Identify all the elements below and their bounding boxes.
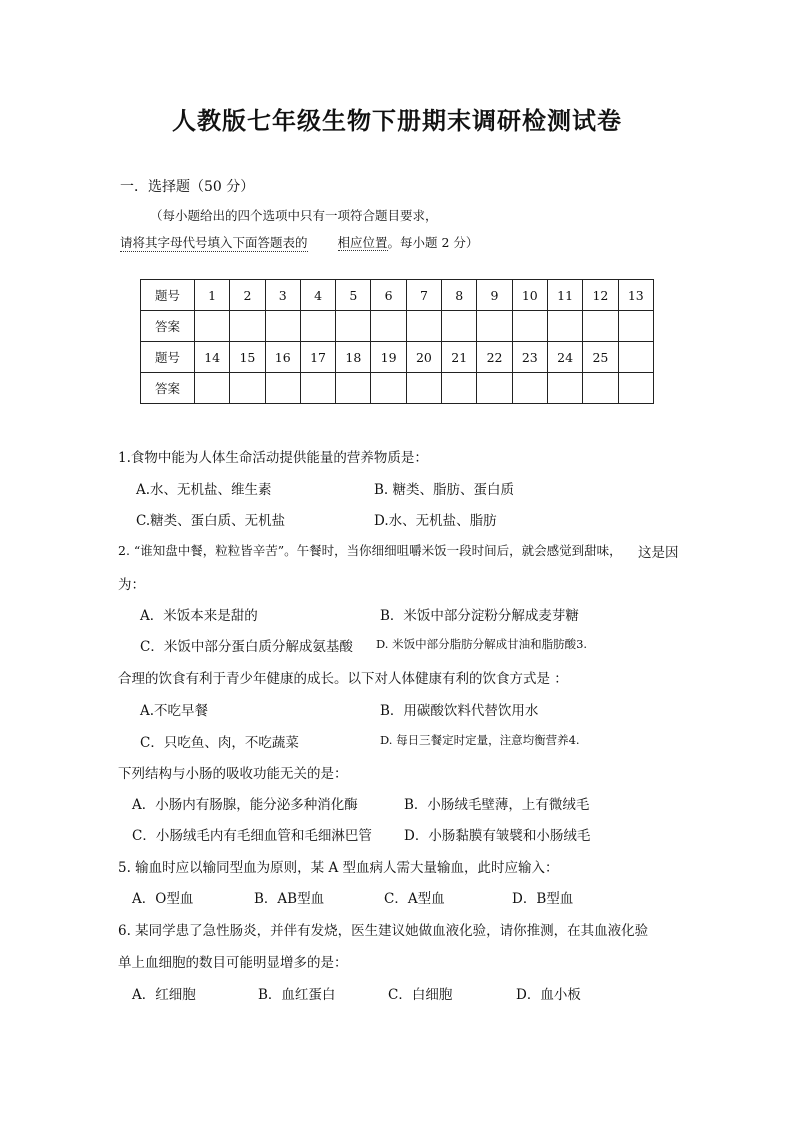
question-2-stem-line1: 2. “谁知盘中餐，粒粒皆辛苦”。午餐时，当你细细咀嚼米饭一段时间后，就会感觉到甜味， xyxy=(118,543,622,558)
row-label: 答案 xyxy=(141,373,195,404)
question-6-option-d: D．血小板 xyxy=(516,987,581,1003)
question-1-option-c: C.糖类、蛋白质、无机盐 xyxy=(136,513,286,529)
question-number-cell xyxy=(618,342,653,373)
answer-cell[interactable] xyxy=(336,311,371,342)
question-2-stem-line1-end: 这是因 xyxy=(638,545,679,561)
question-2-stem-line2: 为： xyxy=(118,577,145,593)
question-6-option-b: B．血红蛋白 xyxy=(258,987,336,1003)
answer-cell[interactable] xyxy=(371,311,406,342)
answer-cell[interactable] xyxy=(547,311,582,342)
answer-table xyxy=(140,279,654,404)
question-3-option-d: D. 每日三餐定时定量，注意均衡营养4. xyxy=(380,733,580,747)
answer-cell[interactable] xyxy=(618,311,653,342)
answer-cell[interactable] xyxy=(195,311,230,342)
question-6-option-c: C．白细胞 xyxy=(388,987,453,1003)
question-2-option-c: C．米饭中部分蛋白质分解成氨基酸 xyxy=(140,639,353,655)
question-1-option-b: B. 糖类、脂肪、蛋白质 xyxy=(374,482,515,498)
section-heading: 一．选择题（50 分） xyxy=(120,179,255,195)
answer-cell[interactable] xyxy=(300,311,335,342)
answer-cell[interactable] xyxy=(265,373,300,404)
question-3-option-c: C．只吃鱼、肉，不吃蔬菜 xyxy=(140,735,299,751)
question-5-option-b: B．AB型血 xyxy=(254,891,325,907)
answer-cell[interactable] xyxy=(583,373,618,404)
question-3-option-a: A.不吃早餐 xyxy=(140,703,209,719)
question-1-stem: 1.食物中能为人体生命活动提供能量的营养物质是： xyxy=(118,450,428,466)
answer-cell[interactable] xyxy=(300,373,335,404)
answer-cell[interactable] xyxy=(512,311,547,342)
answer-table-number-row-2 xyxy=(141,342,654,373)
answer-cell[interactable] xyxy=(195,373,230,404)
question-4-option-a: A．小肠内有肠腺，能分泌多种消化酶 xyxy=(132,797,358,813)
question-number-cell: 21 xyxy=(442,342,477,373)
question-4-stem: 下列结构与小肠的吸收功能无关的是： xyxy=(118,766,348,782)
answer-cell[interactable] xyxy=(442,311,477,342)
answer-table-answer-row-1 xyxy=(141,311,654,342)
question-number-cell: 9 xyxy=(477,280,512,311)
question-number-cell: 4 xyxy=(300,280,335,311)
row-label: 答案 xyxy=(141,311,195,342)
question-number-cell: 19 xyxy=(371,342,406,373)
question-number-cell: 11 xyxy=(547,280,582,311)
answer-cell[interactable] xyxy=(442,373,477,404)
answer-cell[interactable] xyxy=(265,311,300,342)
question-5-stem: 5. 输血时应以输同型血为原则，某 A 型血病人需大量输血，此时应输入： xyxy=(118,860,559,876)
question-2-option-b: B．米饭中部分淀粉分解成麦芽糖 xyxy=(380,608,579,624)
question-number-cell: 12 xyxy=(583,280,618,311)
question-number-cell: 8 xyxy=(442,280,477,311)
answer-table-answer-row-2 xyxy=(141,373,654,404)
question-5-option-a: A．O型血 xyxy=(132,891,194,907)
question-number-cell: 7 xyxy=(406,280,441,311)
question-5-option-c: C．A型血 xyxy=(384,891,445,907)
question-1-option-a: A.水、无机盐、维生素 xyxy=(136,482,272,498)
page-title: 人教版七年级生物下册期末调研检测试卷 xyxy=(172,106,622,135)
answer-cell[interactable] xyxy=(406,373,441,404)
question-number-cell: 10 xyxy=(512,280,547,311)
answer-cell[interactable] xyxy=(230,311,265,342)
question-number-cell: 1 xyxy=(195,280,230,311)
answer-cell[interactable] xyxy=(336,373,371,404)
question-number-cell: 20 xyxy=(406,342,441,373)
answer-cell[interactable] xyxy=(230,373,265,404)
question-number-cell: 24 xyxy=(547,342,582,373)
question-number-cell: 3 xyxy=(265,280,300,311)
question-2-option-a: A．米饭本来是甜的 xyxy=(140,608,258,624)
question-6-option-a: A．红细胞 xyxy=(132,987,196,1003)
question-4-option-b: B．小肠绒毛壁薄，上有微绒毛 xyxy=(404,797,590,813)
answer-cell[interactable] xyxy=(406,311,441,342)
answer-cell[interactable] xyxy=(547,373,582,404)
question-6-stem-line1: 6. 某同学患了急性肠炎，并伴有发烧，医生建议她做血液化验，请你推测，在其血液化验 xyxy=(118,923,649,939)
question-number-cell: 5 xyxy=(336,280,371,311)
question-3-stem: 合理的饮食有利于青少年健康的成长。以下对人体健康有利的饮食方式是 ： xyxy=(118,671,568,687)
instruction-text-c: 。每小题 2 分） xyxy=(387,235,479,250)
question-number-cell: 13 xyxy=(618,280,653,311)
question-number-cell: 22 xyxy=(477,342,512,373)
question-number-cell: 18 xyxy=(336,342,371,373)
question-3-option-b: B．用碳酸饮料代替饮用水 xyxy=(380,703,539,719)
question-number-cell: 14 xyxy=(195,342,230,373)
instruction-text-a: 请将其字母代号填入下面答题表的 xyxy=(120,235,308,250)
answer-cell[interactable] xyxy=(477,373,512,404)
instruction-text-b: 相应位置 xyxy=(337,235,388,250)
question-number-cell: 16 xyxy=(265,342,300,373)
section-instruction-line2 xyxy=(120,233,478,251)
answer-cell[interactable] xyxy=(371,373,406,404)
question-number-cell: 17 xyxy=(300,342,335,373)
answer-table-number-row-1 xyxy=(141,280,654,311)
section-instruction-line1: （每小题给出的四个选项中只有一项符合题目要求， xyxy=(150,208,438,223)
question-6-stem-line2: 单上血细胞的数目可能明显增多的是： xyxy=(118,955,348,971)
question-4-option-d: D．小肠黏膜有皱襞和小肠绒毛 xyxy=(404,828,591,844)
row-label: 题号 xyxy=(141,342,195,373)
question-number-cell: 6 xyxy=(371,280,406,311)
question-4-option-c: C．小肠绒毛内有毛细血管和毛细淋巴管 xyxy=(132,828,372,844)
answer-cell[interactable] xyxy=(618,373,653,404)
question-2-option-d: D. 米饭中部分脂肪分解成甘油和脂肪酸3. xyxy=(376,637,588,651)
question-number-cell: 2 xyxy=(230,280,265,311)
row-label: 题号 xyxy=(141,280,195,311)
answer-cell[interactable] xyxy=(512,373,547,404)
answer-cell[interactable] xyxy=(583,311,618,342)
question-number-cell: 23 xyxy=(512,342,547,373)
question-number-cell: 25 xyxy=(583,342,618,373)
answer-cell[interactable] xyxy=(477,311,512,342)
question-number-cell: 15 xyxy=(230,342,265,373)
question-5-option-d: D．B型血 xyxy=(512,891,574,907)
question-1-option-d: D.水、无机盐、脂肪 xyxy=(374,513,497,529)
